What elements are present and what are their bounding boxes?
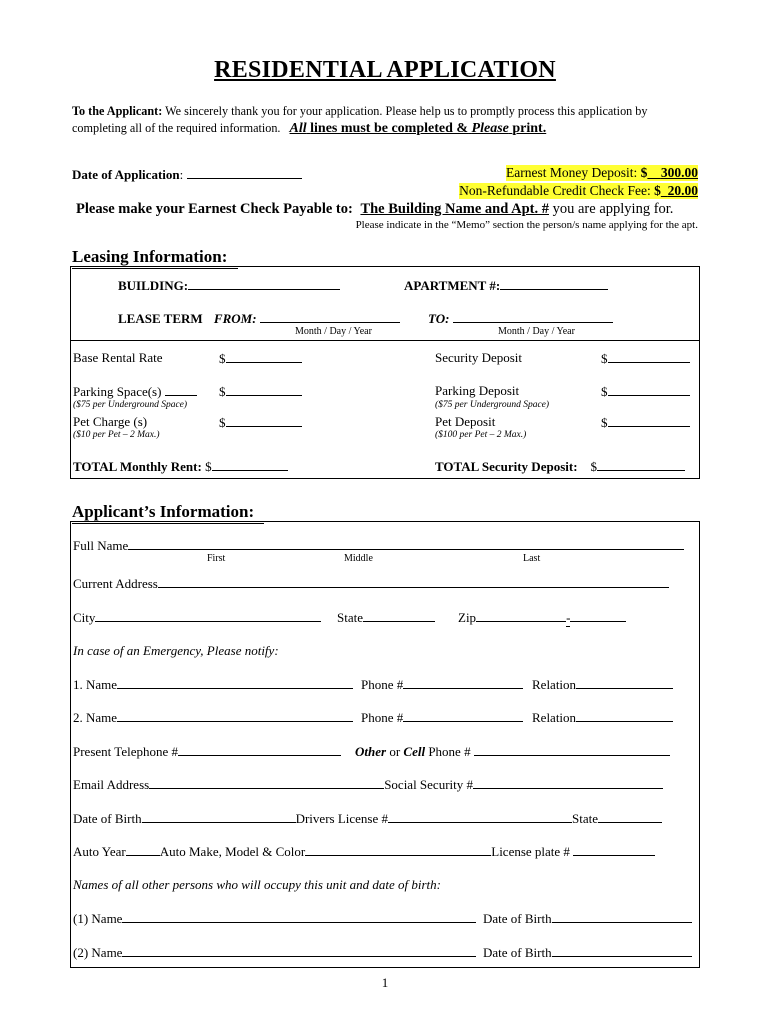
zip-label: Zip [458, 610, 477, 625]
dob-field[interactable] [142, 810, 296, 823]
occupant-2-dob-row [483, 944, 692, 961]
intro-line-1 [72, 104, 648, 119]
full-name-row [73, 537, 684, 554]
building-row [118, 277, 340, 294]
present-phone-field[interactable] [178, 743, 341, 756]
base-rent-field[interactable]: $ [219, 350, 302, 367]
occupant-1-row [73, 910, 476, 927]
lease-from-field[interactable] [260, 310, 400, 323]
earnest-deposit-label: Earnest Money Deposit: [506, 165, 638, 180]
emergency-relation-2-label: Relation [532, 710, 577, 725]
total-rent-label: TOTAL Monthly Rent: [73, 459, 202, 474]
lease-from-hint: Month / Day / Year [295, 326, 372, 337]
license-state-field[interactable] [598, 810, 662, 823]
total-rent-field[interactable]: $ [205, 459, 288, 474]
earnest-deposit-amount: 300.00 [660, 165, 698, 180]
state-field[interactable] [363, 609, 435, 622]
leasing-heading: Leasing Information: [72, 247, 228, 266]
emergency-label: In case of an Emergency, Please notify: [73, 643, 279, 658]
city-field[interactable] [95, 609, 321, 622]
date-of-application-row: Date of Application: [72, 166, 302, 183]
present-phone-row [73, 743, 341, 760]
emergency-relation-1-field[interactable] [576, 676, 673, 689]
leasing-divider [70, 340, 699, 341]
parking-spaces-field[interactable] [165, 383, 197, 396]
building-field[interactable] [188, 277, 340, 290]
emergency-name-2-row [73, 709, 353, 726]
full-name-field[interactable] [128, 537, 684, 550]
occupant-2-label: (2) Name [73, 945, 123, 960]
lease-to-label: TO: [428, 311, 450, 326]
auto-year-field[interactable] [126, 843, 160, 856]
emergency-phone-2-field[interactable] [403, 709, 523, 722]
first-name-hint: First [207, 553, 226, 564]
parking-spaces-row [73, 383, 197, 400]
emergency-name-1-field[interactable] [117, 676, 353, 689]
total-deposit-field[interactable]: $ [591, 459, 686, 474]
ssn-label: Social Security # [384, 777, 474, 792]
pet-charge-field[interactable]: $ [219, 414, 302, 431]
last-name-hint: Last [523, 553, 541, 564]
intro-print: print. [512, 121, 547, 136]
occupant-1-dob-label: Date of Birth [483, 911, 552, 926]
total-rent-row [73, 458, 288, 475]
emergency-relation-2-field[interactable] [576, 709, 673, 722]
intro-all: All [289, 121, 307, 136]
emergency-phone-2-row [361, 709, 523, 726]
full-name-label: Full Name [73, 538, 129, 553]
credit-check-fee-row [459, 183, 698, 199]
parking-fee-field[interactable]: $ [219, 383, 302, 400]
license-state-label: State [572, 811, 599, 826]
emergency-name-1-label: 1. Name [73, 677, 118, 692]
lease-term-label: LEASE TERM [118, 311, 203, 326]
lease-to-hint: Month / Day / Year [498, 326, 575, 337]
page-number: 1 [381, 975, 389, 990]
current-address-field[interactable] [158, 575, 669, 588]
apartment-field[interactable] [500, 277, 608, 290]
parking-deposit-note: ($75 per Underground Space) [435, 400, 550, 410]
state-row [337, 609, 435, 626]
occupant-2-field[interactable] [122, 944, 476, 957]
pet-charge-note: ($10 per Pet – 2 Max.) [73, 430, 160, 440]
earnest-deposit-currency: $ [640, 165, 648, 180]
auto-make-label: Auto Make, Model & Color [159, 844, 306, 859]
emergency-phone-1-field[interactable] [403, 676, 523, 689]
intro-text-1: We sincerely thank you for your application. Please help us to promptly process this application by [165, 104, 648, 118]
intro-line-2 [72, 121, 546, 137]
intro-lead: To the Applicant: [72, 104, 163, 118]
zip-field[interactable] [476, 609, 566, 622]
ssn-field[interactable] [473, 776, 663, 789]
zip-row [458, 609, 626, 627]
emergency-name-2-label: 2. Name [73, 710, 118, 725]
emergency-name-2-field[interactable] [117, 709, 353, 722]
memo-note: Please indicate in the “Memo” section the person/s name applying for the apt. [355, 219, 698, 231]
zip-ext-field[interactable] [570, 609, 626, 622]
page-title: RESIDENTIAL APPLICATION [214, 57, 556, 83]
occupant-1-dob-row [483, 910, 692, 927]
present-phone-label: Present Telephone # [73, 744, 178, 759]
auto-row [73, 843, 655, 860]
pet-deposit-label: Pet Deposit [435, 414, 496, 429]
occupant-2-row [73, 944, 476, 961]
credit-check-fee-currency: $ [654, 183, 661, 198]
security-deposit-field[interactable]: $ [601, 350, 690, 367]
emergency-relation-2-row [532, 709, 673, 726]
base-rent-label: Base Rental Rate [73, 350, 163, 365]
leasing-box [70, 266, 700, 479]
total-deposit-label: TOTAL Security Deposit: [435, 459, 578, 474]
apartment-row [404, 277, 608, 294]
emergency-phone-1-row [361, 676, 523, 693]
occupant-2-dob-label: Date of Birth [483, 945, 552, 960]
city-label: City [73, 610, 96, 625]
intro-please: Please [471, 121, 509, 136]
dob-row [73, 810, 662, 827]
credit-check-fee-amount: 20.00 [667, 183, 698, 198]
cell-label: Cell [403, 744, 426, 759]
lease-to-row [428, 310, 613, 327]
license-field[interactable] [388, 810, 572, 823]
emergency-relation-1-label: Relation [532, 677, 577, 692]
emergency-name-1-row [73, 676, 353, 693]
other-phone-row [355, 743, 670, 760]
applicant-heading: Applicant’s Information: [72, 502, 255, 521]
pet-deposit-field[interactable]: $ [601, 414, 690, 431]
occupant-1-field[interactable] [122, 910, 476, 923]
emergency-phone-1-label: Phone # [361, 677, 404, 692]
payable-suffix: you are applying for. [552, 201, 674, 217]
intro-must-complete [290, 121, 547, 136]
date-of-application-field[interactable] [187, 166, 302, 179]
earnest-deposit-row [506, 165, 698, 181]
occupants-label: Names of all other persons who will occupy this unit and date of birth: [73, 877, 441, 892]
payable-line [76, 201, 673, 218]
or-label: or [389, 744, 401, 759]
current-address-row [73, 575, 669, 592]
payable-building: The Building Name and Apt. # [360, 201, 549, 217]
emergency-phone-2-label: Phone # [361, 710, 404, 725]
occupant-1-dob-field[interactable] [552, 910, 692, 923]
parking-note: ($75 per Underground Space) [73, 400, 188, 410]
lease-term-row [118, 310, 400, 327]
security-deposit-label: Security Deposit [435, 350, 523, 365]
zip-dash: - [566, 610, 571, 625]
cell-phone-field[interactable] [474, 743, 670, 756]
other-label: Other [355, 744, 387, 759]
parking-deposit-field[interactable]: $ [601, 383, 690, 400]
parking-deposit-label: Parking Deposit [435, 383, 520, 398]
email-row [73, 776, 663, 793]
intro-must: lines must be completed & [310, 121, 469, 136]
middle-name-hint: Middle [344, 553, 373, 564]
date-of-application-label: Date of Application [72, 167, 180, 182]
intro-text-2: completing all of the required information. [72, 121, 281, 135]
credit-check-fee-label: Non-Refundable Credit Check Fee: [459, 183, 651, 198]
total-deposit-row [435, 458, 685, 475]
apartment-label: APARTMENT #: [404, 278, 501, 293]
plate-label: License plate # [491, 844, 570, 859]
parking-spaces-label: Parking Space(s) [73, 384, 162, 399]
license-label: Drivers License # [295, 811, 389, 826]
occupant-1-label: (1) Name [73, 911, 123, 926]
email-field[interactable] [149, 776, 384, 789]
payable-prefix: Please make your Earnest Check Payable to: [76, 201, 353, 217]
city-row [73, 609, 321, 626]
state-label: State [337, 610, 363, 625]
pet-deposit-note: ($100 per Pet – 2 Max.) [435, 430, 527, 440]
email-label: Email Address [73, 777, 150, 792]
cell-phone-label: Phone # [428, 744, 471, 759]
auto-make-field[interactable] [305, 843, 491, 856]
building-label: BUILDING: [118, 278, 189, 293]
auto-year-label: Auto Year [73, 844, 126, 859]
emergency-relation-1-row [532, 676, 673, 693]
pet-charge-label: Pet Charge (s) [73, 414, 148, 429]
plate-field[interactable] [573, 843, 655, 856]
occupant-2-dob-field[interactable] [552, 944, 692, 957]
lease-from-label: FROM: [213, 311, 257, 326]
lease-to-field[interactable] [453, 310, 613, 323]
dob-label: Date of Birth [73, 811, 142, 826]
current-address-label: Current Address [73, 576, 158, 591]
